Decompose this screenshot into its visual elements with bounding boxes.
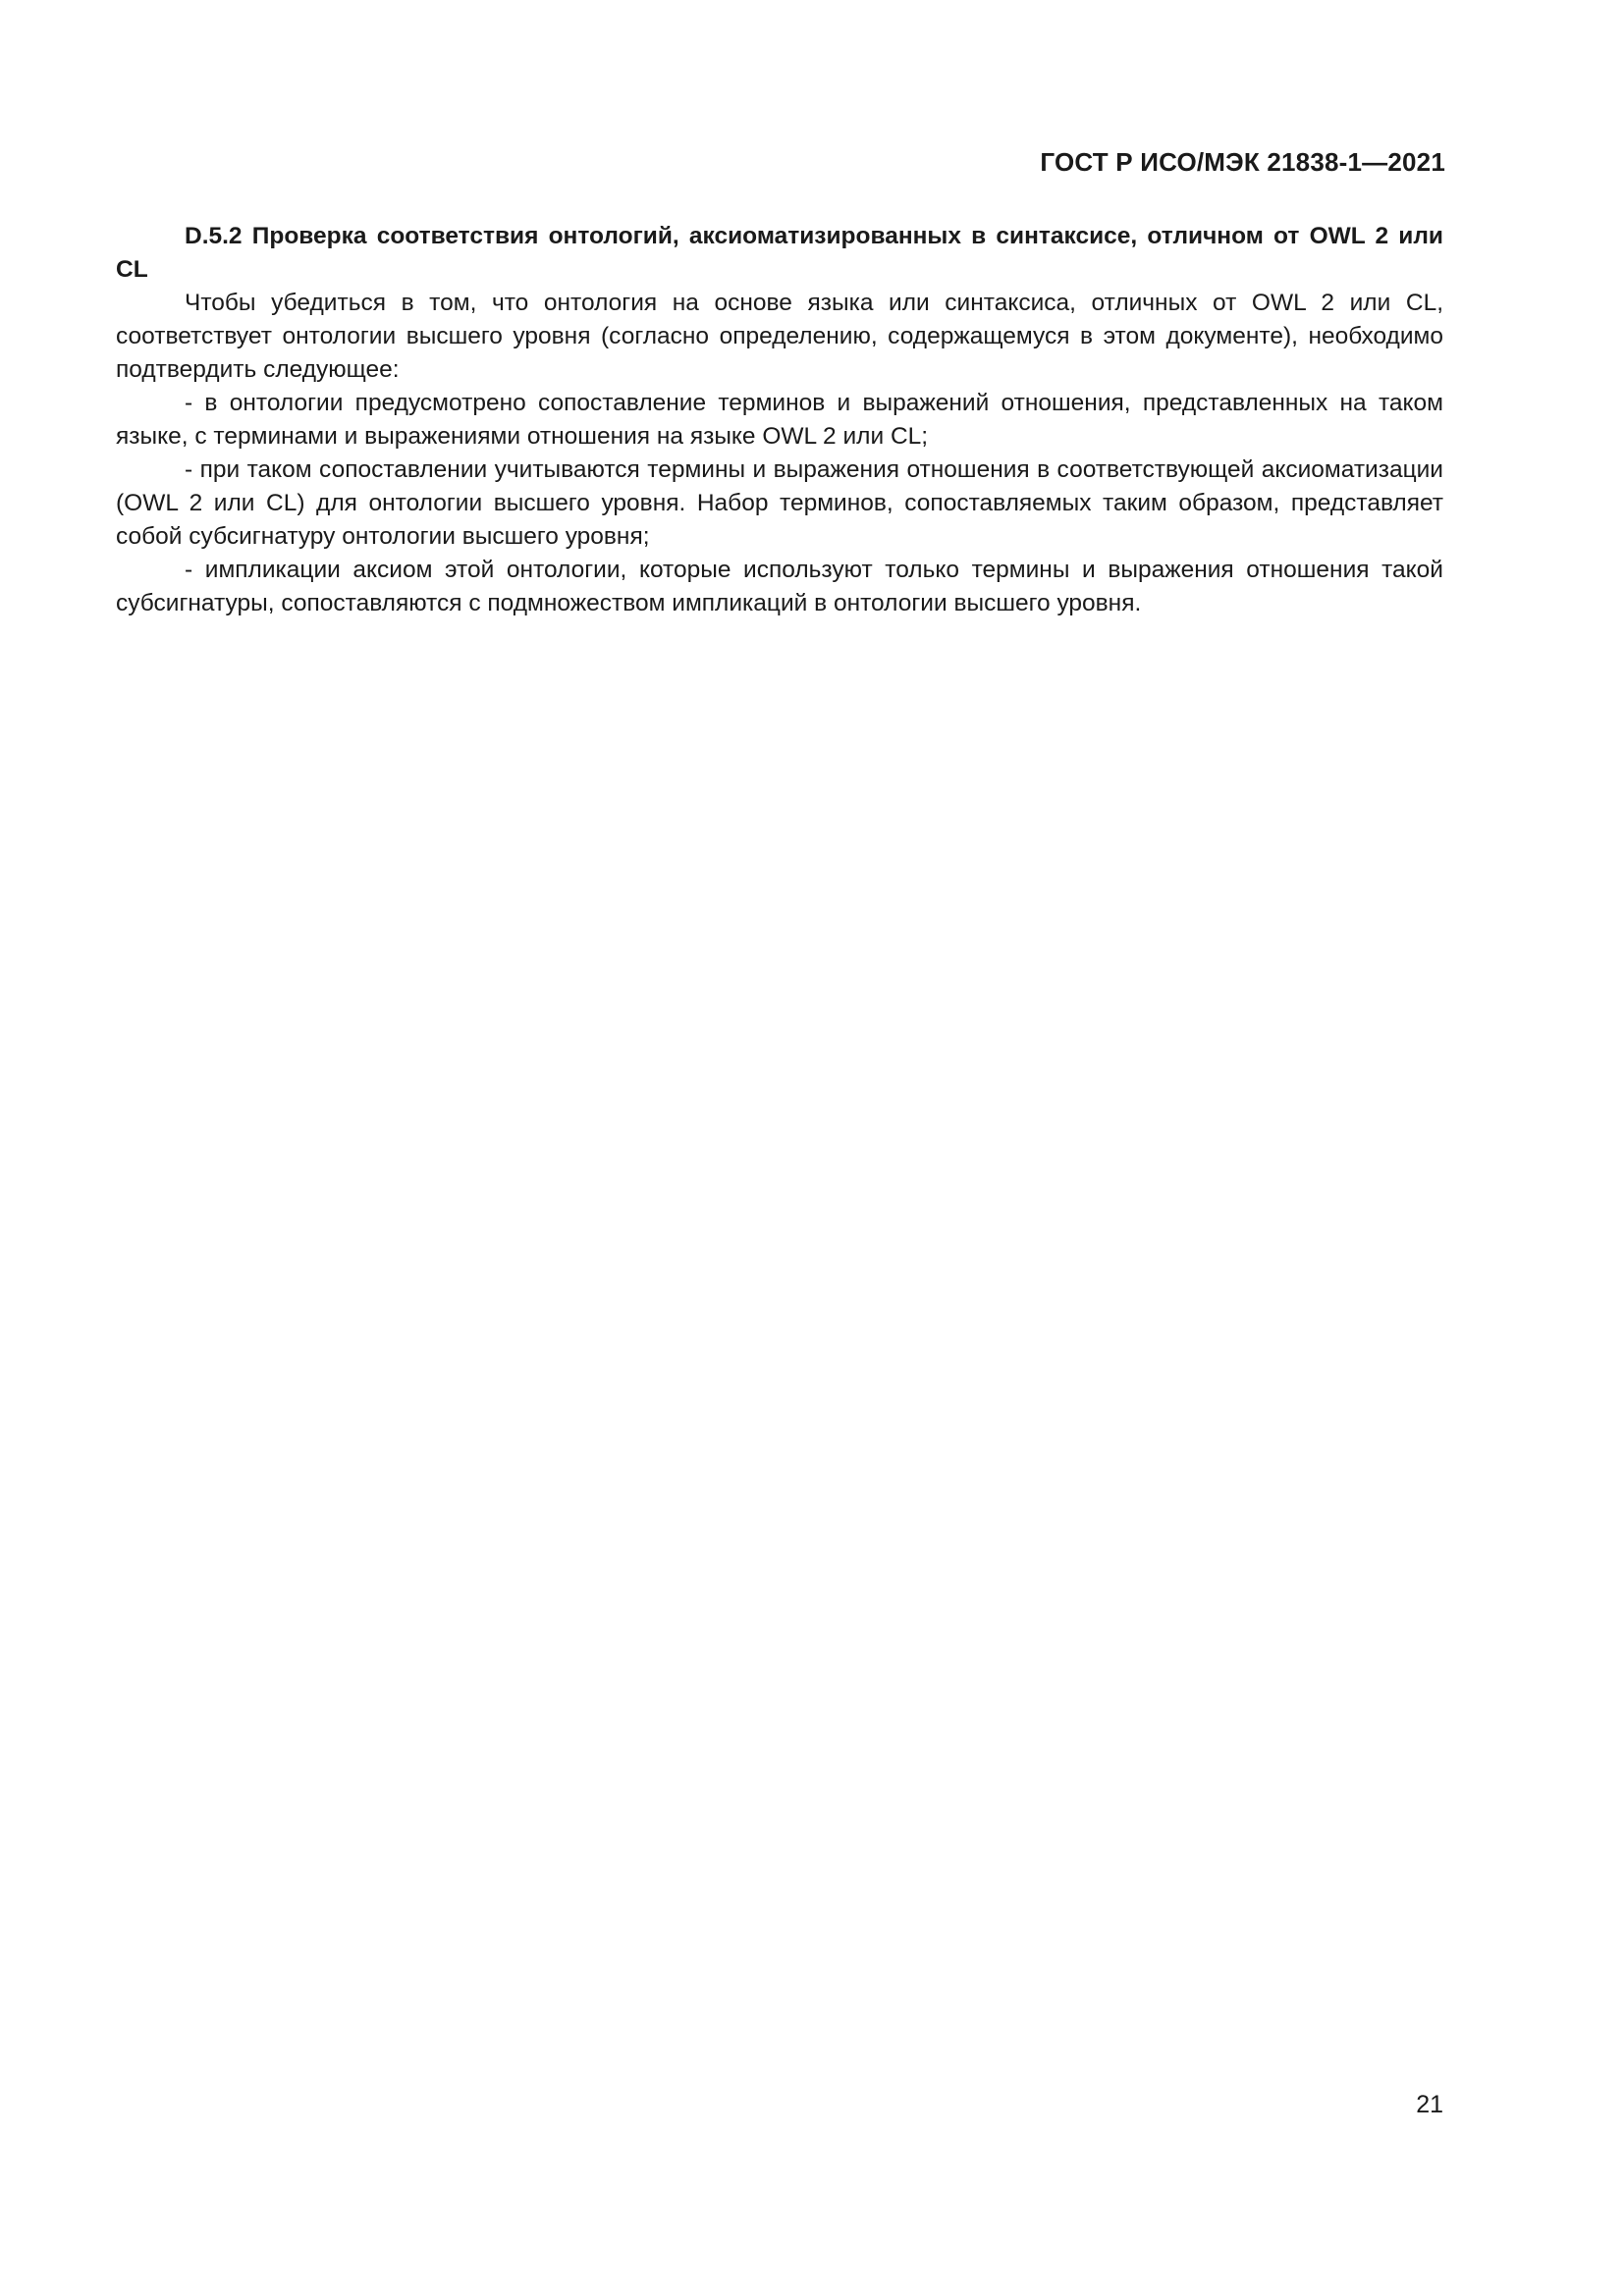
- section-title: D.5.2 Проверка соответствия онтологий, аксиоматизированных в синтаксисе, отличном от OWL 2 или CL: [116, 223, 1443, 283]
- intro-paragraph: Чтобы убедиться в том, что онтология на основе языка или синтаксиса, отличных от OWL 2 или CL, соответствует онтологии высшего уровня (согласно определению, содержащемуся в этом документе), необходимо подтвердить следующее:: [116, 290, 1443, 383]
- list-item: - импликации аксиом этой онтологии, которые используют только термины и выражения отношения такой субсигнатуры, сопоставляются с подмножеством импликаций в онтологии высшего уровня.: [116, 557, 1443, 616]
- section-content: [116, 220, 1443, 620]
- list-item: - в онтологии предусмотрено сопоставление терминов и выражений отношения, представленных на таком языке, с терминами и выражениями отношения на языке OWL 2 или CL;: [116, 390, 1443, 450]
- list-item: - при таком сопоставлении учитываются термины и выражения отношения в соответствующей аксиоматизации (OWL 2 или CL) для онтологии высшего уровня. Набор терминов, сопоставляемых таким образом, представляет собой субсигнатуру онтологии высшего уровня;: [116, 456, 1443, 550]
- document-header: ГОСТ Р ИСО/МЭК 21838-1—2021: [1040, 147, 1445, 177]
- page-number: 21: [1416, 2091, 1443, 2118]
